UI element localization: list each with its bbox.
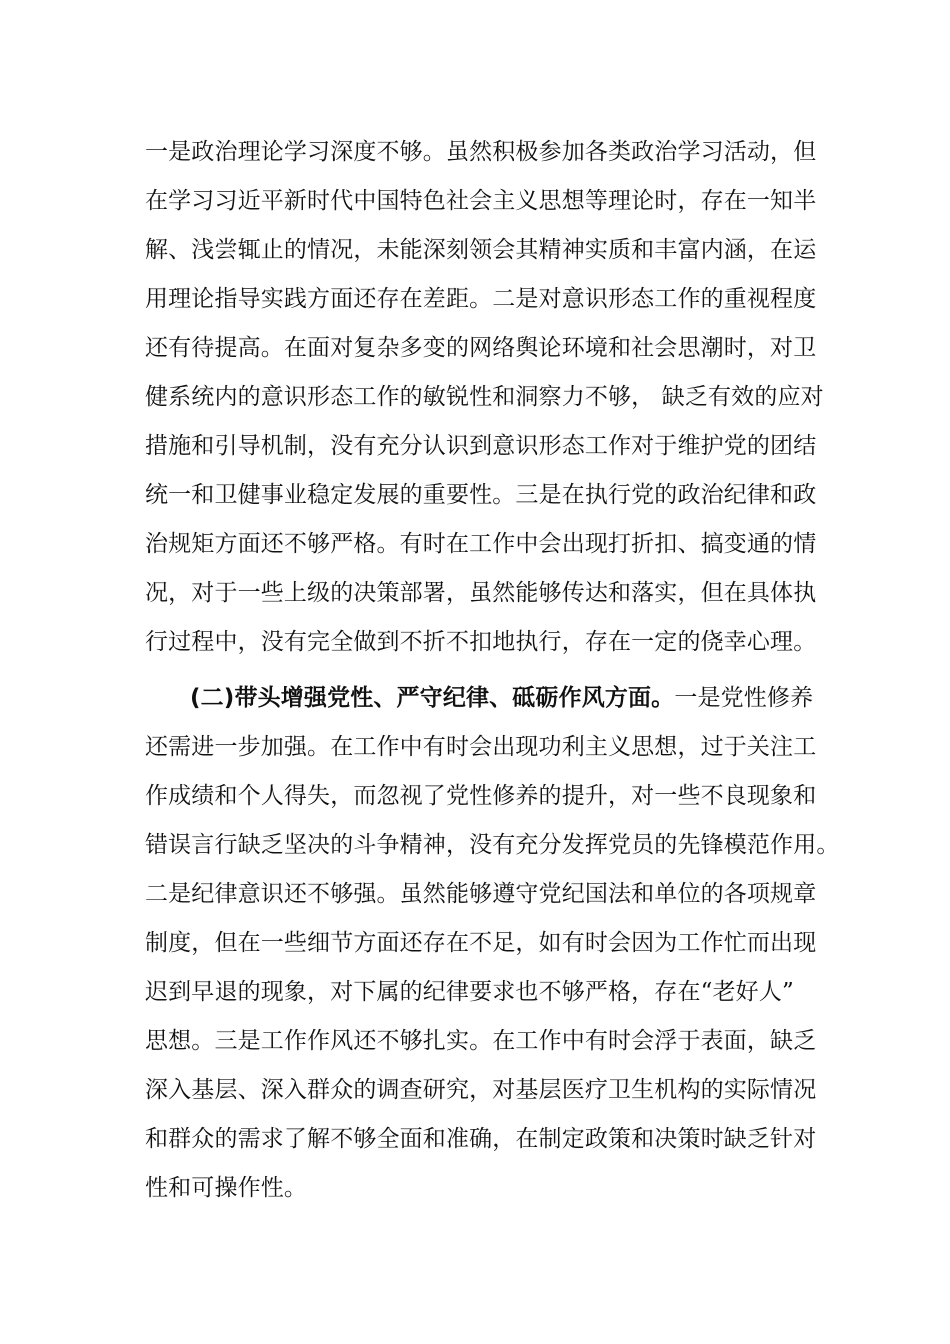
paragraph-line: 迟到早退的现象，对下属的纪律要求也不够严格，存在“老好人” <box>145 979 794 1005</box>
paragraph-line: 思想。三是工作作风还不够扎实。在工作中有时会浮于表面，缺乏 <box>145 1028 817 1054</box>
section-first-line-text: 一是党性修养 <box>674 685 814 711</box>
paragraph-line: 治规矩方面还不够严格。有时在工作中会出现打折扣、搞变通的情 <box>145 531 817 557</box>
paragraph-line: 制度，但在一些细节方面还存在不足，如有时会因为工作忙而出现 <box>145 930 817 956</box>
paragraph-line: 性和可操作性。 <box>145 1175 308 1201</box>
paragraph-line: 二是纪律意识还不够强。虽然能够遵守党纪国法和单位的各项规章 <box>145 881 817 907</box>
paragraph-line: 错误言行缺乏坚决的斗争精神，没有充分发挥党员的先锋模范作用。 <box>145 832 840 858</box>
paragraph-line: 健系统内的意识形态工作的敏锐性和洞察力不够， 缺乏有效的应对 <box>145 384 824 410</box>
paragraph-line: 作成绩和个人得失，而忽视了党性修养的提升，对一些不良现象和 <box>145 783 817 809</box>
paragraph-line: 用理论指导实践方面还存在差距。二是对意识形态工作的重视程度 <box>145 286 817 312</box>
paragraph-line: 和群众的需求了解不够全面和准确，在制定政策和决策时缺乏针对 <box>145 1126 817 1152</box>
paragraph-line: 行过程中，没有完全做到不折不扣地执行，存在一定的侥幸心理。 <box>145 629 817 655</box>
section-heading: (二)带头增强党性、严守纪律、砥砺作风方面。 <box>190 685 675 711</box>
paragraph-line: 况，对于一些上级的决策部署，虽然能够传达和落实，但在具体执 <box>145 580 817 606</box>
section-heading-line <box>190 683 813 713</box>
paragraph-line: 统一和卫健事业稳定发展的重要性。三是在执行党的政治纪律和政 <box>145 482 817 508</box>
paragraph-line: 解、浅尝辄止的情况，未能深刻领会其精神实质和丰富内涵，在运 <box>145 237 817 263</box>
paragraph-line: 措施和引导机制，没有充分认识到意识形态工作对于维护党的团结 <box>145 433 817 459</box>
paragraph-line: 还需进一步加强。在工作中有时会出现功利主义思想，过于关注工 <box>145 734 817 760</box>
paragraph-line: 在学习习近平新时代中国特色社会主义思想等理论时，存在一知半 <box>145 188 817 214</box>
paragraph-line: 深入基层、深入群众的调查研究，对基层医疗卫生机构的实际情况 <box>145 1077 817 1103</box>
paragraph-line: 一是政治理论学习深度不够。虽然积极参加各类政治学习活动，但 <box>145 139 817 165</box>
paragraph-line: 还有待提高。在面对复杂多变的网络舆论环境和社会思潮时，对卫 <box>145 335 817 361</box>
